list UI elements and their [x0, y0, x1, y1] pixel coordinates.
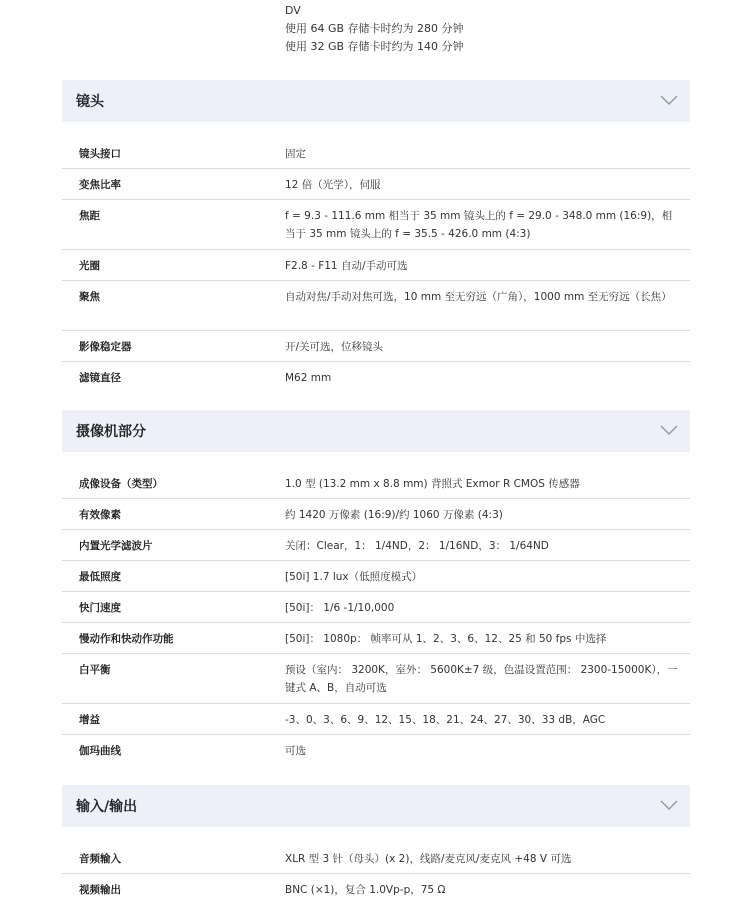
row-label: 内置光学滤波片	[79, 540, 153, 552]
row-value: 自动对焦/手动对焦可选，10 mm 至无穷远（广角），1000 mm 至无穷远（长焦）	[285, 291, 672, 303]
chevron-down-icon[interactable]	[660, 94, 678, 106]
table-row	[62, 250, 690, 281]
row-value: -3、0、3、6、9、12、15、18、21、24、27、30、33 dB，AGC	[285, 714, 606, 726]
spec-table-camera	[62, 468, 690, 766]
table-row	[62, 735, 690, 766]
chevron-down-icon[interactable]	[660, 799, 678, 811]
row-value: 关闭：Clear，1： 1/4ND，2： 1/16ND，3： 1/64ND	[285, 540, 549, 552]
row-value: 1.0 型 (13.2 mm x 8.8 mm) 背照式 Exmor R CMOS 传感器	[285, 478, 580, 490]
top-line: 使用 32 GB 存储卡时约为 140 分钟	[285, 40, 464, 53]
row-value: 约 1420 万像素 (16:9)/约 1060 万像素 (4:3)	[285, 509, 503, 521]
row-label: 成像设备（类型）	[79, 478, 163, 490]
table-row	[62, 561, 690, 592]
table-row	[62, 654, 690, 704]
table-row	[62, 704, 690, 735]
row-value: M62 mm	[285, 372, 332, 384]
table-row	[62, 874, 690, 900]
table-row	[62, 281, 690, 331]
row-label: 伽玛曲线	[79, 745, 121, 757]
table-row	[62, 200, 690, 250]
table-row	[62, 843, 690, 874]
row-label: 视频输出	[79, 884, 121, 896]
row-value: f = 9.3 - 111.6 mm 相当于 35 mm 镜头上的 f = 29.0 - 348.0 mm (16:9)，相当于 35 mm 镜头上的 f = 35.5 - 426.0 mm (4:3)	[285, 210, 673, 240]
row-label: 有效像素	[79, 509, 121, 521]
section-header-lens[interactable]	[62, 80, 690, 122]
row-label: 慢动作和快动作功能	[79, 633, 174, 645]
table-row	[62, 592, 690, 623]
row-label: 白平衡	[79, 664, 111, 676]
table-row	[62, 138, 690, 169]
top-continuation-text	[285, 2, 464, 56]
spec-table-lens	[62, 138, 690, 393]
row-label: 滤镜直径	[79, 372, 121, 384]
row-label: 增益	[79, 714, 100, 726]
row-value: 预设（室内： 3200K，室外： 5600K±7 级，色温设置范围： 2300-15000K），一键式 A、B，自动可选	[285, 664, 678, 694]
row-value: 固定	[285, 148, 306, 160]
table-row	[62, 169, 690, 200]
section-title: 摄像机部分	[76, 424, 146, 440]
section-header-camera[interactable]	[62, 410, 690, 452]
section-header-io[interactable]	[62, 785, 690, 827]
spec-table-io	[62, 843, 690, 900]
table-row	[62, 362, 690, 393]
row-label: 光圈	[79, 260, 100, 272]
row-label: 快门速度	[79, 602, 121, 614]
row-value: [50i] 1.7 lux（低照度模式）	[285, 571, 423, 583]
row-label: 变焦比率	[79, 179, 121, 191]
row-value: [50i]： 1/6 -1/10,000	[285, 602, 395, 614]
row-value: BNC (×1)，复合 1.0Vp-p，75 Ω	[285, 884, 446, 896]
row-value: 12 倍（光学），伺服	[285, 179, 381, 191]
table-row	[62, 331, 690, 362]
row-value: [50i]： 1080p： 帧率可从 1、2、3、6、12、25 和 50 fps 中选择	[285, 633, 607, 645]
chevron-down-icon[interactable]	[660, 424, 678, 436]
row-value: XLR 型 3 针（母头）(x 2)，线路/麦克风/麦克风 +48 V 可选	[285, 853, 572, 865]
top-line: DV	[285, 4, 301, 17]
table-row	[62, 468, 690, 499]
table-row	[62, 530, 690, 561]
table-row	[62, 499, 690, 530]
row-value: 开/关可选，位移镜头	[285, 341, 384, 353]
row-label: 影像稳定器	[79, 341, 132, 353]
row-value: F2.8 - F11 自动/手动可选	[285, 260, 408, 272]
row-value: 可选	[285, 745, 306, 757]
row-label: 镜头接口	[79, 148, 121, 160]
top-line: 使用 64 GB 存储卡时约为 280 分钟	[285, 22, 464, 35]
row-label: 焦距	[79, 210, 100, 222]
row-label: 聚焦	[79, 291, 100, 303]
section-title: 镜头	[76, 94, 104, 110]
section-title: 输入/输出	[76, 799, 138, 815]
table-row	[62, 623, 690, 654]
row-label: 最低照度	[79, 571, 121, 583]
row-label: 音频输入	[79, 853, 121, 865]
